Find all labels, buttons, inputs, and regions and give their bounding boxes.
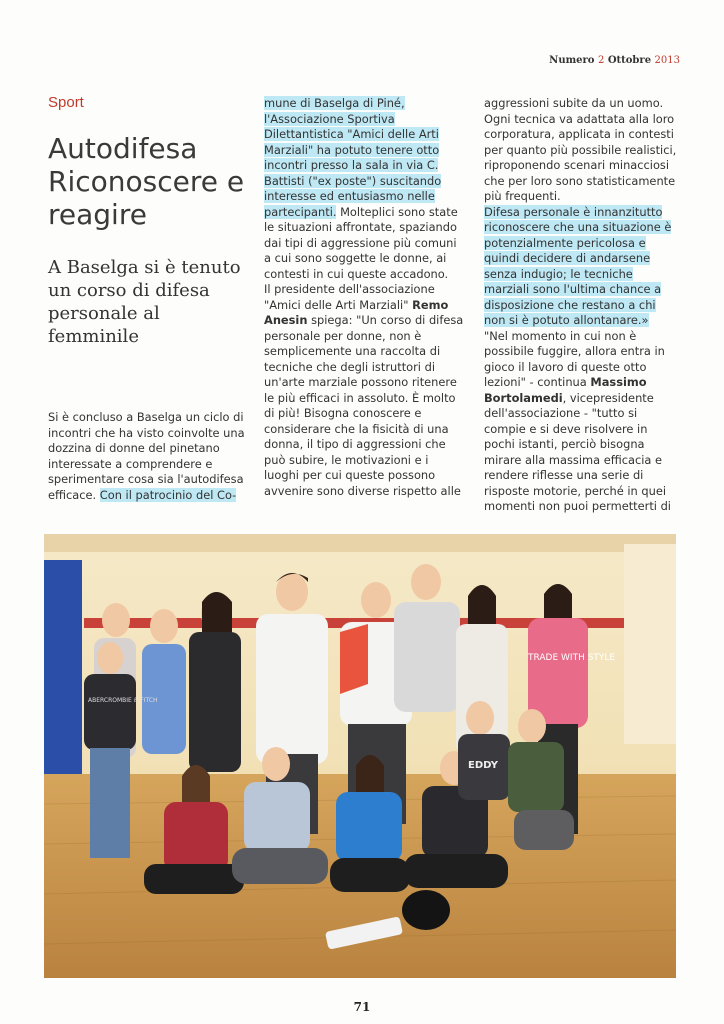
paragraph [484,96,680,205]
article-subtitle: A Baselga si è tenuto un corso di difesa personale al femminile [48,257,241,347]
paragraph [264,282,464,499]
body-text: Si è concluso a Baselga un ciclo di incontri che ha visto coinvolte una dozzina di donne del pinetano interessate a comprendere e sperimentare cosa sia l'autodifesa efficace. [48,410,245,502]
column-2 [264,96,464,499]
body-text: aggressioni subite da un uomo. Ogni tecnica va adattata alla loro corporatura, applicata in contesti per quanto più possibile realistici, riproponendo scenari minacciosi che per loro sono statisticamente più frequenti. [484,96,677,203]
paragraph [484,329,680,515]
issue-number: 2 [597,55,605,66]
body-text: Molteplici sono state le situazioni affrontate, spaziando dai tipi di aggressione più comuni a cui sono soggette le donne, ai contesti in cui queste accadono. [264,204,458,281]
paragraph [484,205,680,329]
person-name: Massimo Bortolamedi [484,375,647,405]
issue-label [549,55,680,66]
section-label: Sport [48,94,84,111]
group-photo [44,534,676,978]
body-text: spiega: "Un corso di difesa personale per donne, non è semplicemente una raccolta di tecniche che degli istruttori di un'arte marziale possono ritenere le più efficaci in assoluto. È molto di più! Bisogna conoscere e considerare che la fisicità di una donna, il tipo di aggressioni che può subire, le motivazioni e i luoghi per cui queste possono avvenire sono diverse rispetto alle [264,313,464,498]
highlighted-text: mune di Baselga di Piné, l'Associazione Sportiva Dilettantistica "Amici delle Arti Marziali" ha potuto tenere otto incontri presso la sala in via C. Battisti ("ex poste") suscitando interesse ed entusiasmo nelle partecipanti. [264,96,442,219]
shirt-text: TRADE WITH STYLE [528,653,616,663]
body-text: , vicepresidente dell'associazione - "tutto si compie e si deve risolvere in pochi istanti, perciò bisogna mirare alla massima efficacia e rendere riflesse una serie di risposte motorie, perché in quei momenti non puoi permetterti di [484,390,671,513]
body-text: Il presidente dell'associazione "Amici delle Arti Marziali" [264,282,435,312]
article-title: Autodifesa Riconoscere e reagire [48,132,245,231]
paragraph [264,96,464,282]
issue-word: Numero [549,55,595,66]
column-3 [484,96,680,515]
shirt-text-3: EDDY [468,760,498,771]
column-1 [48,410,246,503]
highlighted-text: Difesa personale è innanzitutto riconoscere che una situazione è potenzialmente pericolosa e quindi decidere di andarsene senza indugio; le tecniche marziali sono l'ultima chance a disposizione che restano a chi non si è potuto allontanare.» [484,204,672,327]
issue-year: 2013 [654,55,680,66]
highlighted-text: Con il patrocinio del Co- [99,487,237,502]
body-text: "Nel momento in cui non è possibile fuggire, allora entra in gioco il lavoro di queste otto lezioni" - continua [484,328,665,389]
page-number: 71 [353,1000,371,1014]
person-name: Remo Anesin [264,297,449,327]
paragraph [48,410,246,503]
group-photo-illustration [44,534,676,978]
issue-month: Ottobre [607,55,652,66]
shirt-text-2: ABERCROMBIE & FITCH [88,697,158,704]
